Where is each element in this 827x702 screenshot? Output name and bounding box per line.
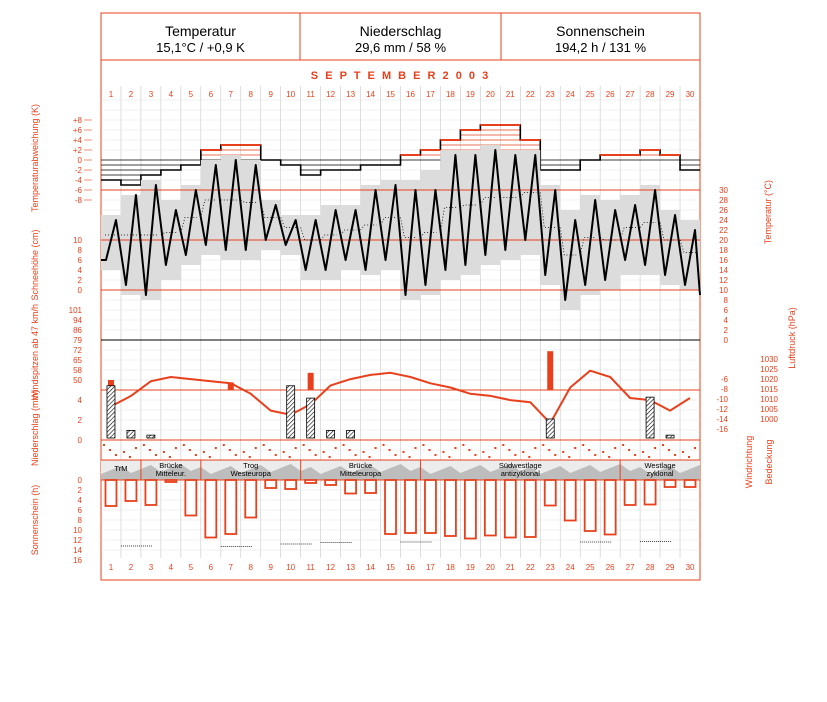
precip-bar [646, 397, 654, 438]
sunshine-bar [145, 480, 156, 505]
day-label-bottom: 9 [268, 563, 273, 572]
weather-type-label: Trog [243, 461, 259, 470]
sunshine-bar [505, 480, 516, 538]
day-label-bottom: 4 [168, 563, 174, 572]
wind-direction-dot [682, 451, 684, 453]
day-label-top: 28 [645, 90, 655, 99]
day-label-top: 7 [228, 90, 234, 99]
deviation-tick: -4 [74, 176, 82, 185]
wind-direction-dot [149, 449, 151, 451]
wind-direction-dot [434, 454, 436, 456]
deviation-tick: +6 [72, 126, 82, 135]
wind-direction-dot [482, 451, 484, 453]
wind-direction-dot [634, 454, 636, 456]
wind-direction-dot [263, 444, 265, 446]
deviation-tick: +8 [72, 116, 82, 125]
sunshine-bar [405, 480, 416, 533]
day-label-bottom: 18 [445, 563, 455, 572]
day-label-top: 4 [168, 90, 174, 99]
wind-direction-dot [542, 444, 544, 446]
snow-tick: 4 [77, 266, 82, 275]
pressure-tick: 1015 [760, 385, 778, 394]
right-label-cloud: Bedeckung [764, 439, 774, 485]
wind-direction-dot [642, 451, 644, 453]
day-label-top: 14 [366, 90, 376, 99]
wind-direction-dot [223, 444, 225, 446]
pressure-tick: 1010 [760, 395, 778, 404]
precip-tick: 0 [77, 436, 82, 445]
day-label-bottom: 7 [228, 563, 234, 572]
wind-direction-dot [169, 456, 171, 458]
wind-direction-dot [355, 454, 357, 456]
month-title: S E P T E M B E R 2 0 0 3 [310, 70, 491, 82]
sunshine-bar [445, 480, 456, 536]
wind-direction-dot [109, 449, 111, 451]
wind-direction-dot [203, 451, 205, 453]
day-label-bottom: 20 [485, 563, 495, 572]
sunshine-bar [625, 480, 636, 505]
sunshine-bar [345, 480, 356, 494]
weather-type-label: Mitteleur. [155, 469, 187, 478]
day-label-bottom: 26 [605, 563, 615, 572]
day-label-top: 2 [128, 90, 134, 99]
sunshine-bar [425, 480, 436, 533]
wind-direction-dot [488, 456, 490, 458]
sunshine-tick: 6 [77, 506, 82, 515]
weather-type-label: zyklonal [646, 469, 674, 478]
temperature-tick: 2 [723, 326, 728, 335]
deviation-tick: +4 [72, 136, 82, 145]
weather-type-label: Westlage [644, 461, 676, 470]
wind-direction-dot [522, 451, 524, 453]
wind-direction-dot [155, 454, 157, 456]
wind-direction-dot [383, 444, 385, 446]
wind-direction-dot [554, 454, 556, 456]
wind-direction-dot [329, 456, 331, 458]
wind-direction-dot [249, 456, 251, 458]
sunshine-bar [685, 480, 696, 487]
day-label-bottom: 30 [685, 563, 695, 572]
wind-direction-dot [243, 451, 245, 453]
day-label-bottom: 1 [108, 563, 114, 572]
day-label-top: 26 [605, 90, 615, 99]
sunshine-tick: 10 [73, 526, 82, 535]
deviation-tick: -8 [74, 196, 82, 205]
wind-direction-dot [323, 451, 325, 453]
pressure-tick: 1005 [760, 405, 778, 414]
sunshine-bar [305, 480, 316, 483]
temperature-tick: 28 [719, 196, 728, 205]
sunshine-bar [545, 480, 556, 506]
precip-bar [127, 430, 135, 438]
temperature-tick: 26 [719, 206, 728, 215]
precip-bar [307, 398, 315, 438]
snow-tick: 2 [77, 276, 82, 285]
day-label-bottom: 15 [386, 563, 395, 572]
wind-direction-dot [123, 451, 125, 453]
wind-direction-dot [235, 454, 237, 456]
temperature-tick: 6 [723, 306, 728, 315]
wind-direction-dot [494, 447, 496, 449]
wind-direction-dot [209, 456, 211, 458]
right-label-pressure: Luftdruck (hPa) [787, 307, 797, 369]
pressure-tick: 1025 [760, 365, 778, 374]
day-label-top: 1 [108, 90, 114, 99]
snow-tick: 10 [73, 236, 82, 245]
sunshine-bar [525, 480, 536, 537]
wind-direction-dot [409, 456, 411, 458]
temperature-tick: 20 [719, 236, 728, 245]
sunshine-bar [245, 480, 256, 518]
header-value-precipitation: 29,6 mm / 58 % [354, 40, 447, 55]
wind-direction-dot [428, 449, 430, 451]
weather-type-label: Brücke [348, 461, 373, 470]
sunshine-tick: 14 [73, 546, 82, 555]
day-label-bottom: 14 [366, 563, 376, 572]
day-label-top: 3 [148, 90, 154, 99]
day-label-top: 23 [545, 90, 555, 99]
wind-direction-dot [163, 451, 165, 453]
temperature-tick: 16 [719, 256, 728, 265]
sunshine-bar [645, 480, 656, 505]
temperature-tick: 24 [719, 216, 728, 225]
day-label-top: 16 [406, 90, 415, 99]
gust-tick: 94 [73, 316, 82, 325]
wind-direction-dot [309, 449, 311, 451]
sunshine-bar [185, 480, 196, 516]
wind-direction-dot [462, 444, 464, 446]
day-label-bottom: 8 [248, 563, 253, 572]
pressure-tick: 1020 [760, 375, 778, 384]
wind-direction-dot [568, 456, 570, 458]
sunshine-tick: 8 [77, 516, 82, 525]
wind-direction-dot [448, 456, 450, 458]
sunshine-bar [325, 480, 336, 485]
day-label-top: 18 [445, 90, 455, 99]
wind-direction-dot [175, 447, 177, 449]
gust-bar [228, 382, 234, 390]
deviation-tick: -6 [74, 186, 82, 195]
sunshine-bar [585, 480, 596, 531]
precip-bar [147, 435, 155, 438]
wind-direction-dot [668, 449, 670, 451]
sunshine-bar [565, 480, 576, 521]
wind-direction-dot [303, 444, 305, 446]
weather-type-label: Mitteleuropa [339, 469, 382, 478]
precip-bar [666, 435, 674, 438]
deviation-bar [121, 165, 141, 185]
wind-direction-dot [534, 447, 536, 449]
weather-type-label: Westeuropa [230, 469, 271, 478]
day-label-top: 5 [188, 90, 194, 99]
deviation-bar [301, 165, 321, 175]
sunshine-bar [365, 480, 376, 493]
day-label-top: 29 [665, 90, 675, 99]
wind-direction-dot [275, 454, 277, 456]
temperature-tick: 18 [719, 246, 728, 255]
sunshine-bar [465, 480, 476, 539]
day-label-bottom: 13 [346, 563, 356, 572]
day-label-top: 21 [505, 90, 515, 99]
snow-tick: 8 [77, 246, 82, 255]
gust-tick: 65 [73, 356, 82, 365]
wind-direction-dot [548, 449, 550, 451]
wind-direction-dot [283, 451, 285, 453]
day-label-bottom: 23 [545, 563, 555, 572]
wind-direction-dot [343, 444, 345, 446]
header-value-temperature: 15,1°C / +0,9 K [156, 40, 245, 55]
precip-bar [287, 386, 295, 438]
day-label-bottom: 12 [326, 563, 336, 572]
deviation-bar [241, 145, 261, 155]
precip-bar [107, 386, 115, 438]
weather-type-label: antizyklonal [500, 469, 540, 478]
wind-direction-dot [502, 444, 504, 446]
temperature-tick: 22 [719, 226, 728, 235]
wind-direction-dot [183, 444, 185, 446]
wind-direction-dot [255, 447, 257, 449]
wind-direction-dot [508, 449, 510, 451]
snow-tick: 6 [77, 256, 82, 265]
wind-direction-dot [363, 451, 365, 453]
left-label-deviation: Temperaturabweichung (K) [30, 103, 40, 213]
wind-direction-dot [403, 451, 405, 453]
day-label-bottom: 22 [525, 563, 535, 572]
sunshine-tick: 12 [73, 536, 82, 545]
day-label-bottom: 3 [148, 563, 154, 572]
day-label-bottom: 16 [406, 563, 415, 572]
wind-direction-dot [335, 447, 337, 449]
wind-direction-dot [289, 456, 291, 458]
wind-direction-dot [195, 454, 197, 456]
sunshine-bar [665, 480, 676, 487]
wind-direction-dot [628, 449, 630, 451]
day-label-bottom: 19 [465, 563, 475, 572]
wind-direction-dot [375, 447, 377, 449]
day-label-top: 20 [485, 90, 495, 99]
wind-direction-dot [454, 447, 456, 449]
sunshine-bar [485, 480, 496, 536]
day-label-top: 24 [565, 90, 575, 99]
pressure-tick: 1000 [760, 415, 778, 424]
day-label-top: 15 [386, 90, 395, 99]
wind-direction-dot [395, 454, 397, 456]
temperature-tick: 4 [723, 316, 728, 325]
wind-direction-dot [143, 444, 145, 446]
header-value-sunshine: 194,2 h / 131 % [554, 40, 647, 55]
day-label-top: 11 [306, 90, 315, 99]
day-label-bottom: 17 [425, 563, 435, 572]
day-label-top: 12 [326, 90, 336, 99]
right-minus-tick: -12 [716, 405, 728, 414]
precip-tick: 4 [77, 396, 82, 405]
wind-direction-dot [468, 449, 470, 451]
day-label-top: 9 [268, 90, 273, 99]
right-minus-tick: -10 [716, 395, 728, 404]
deviation-tick: +2 [72, 146, 82, 155]
weather-type-label: TrM [114, 464, 128, 473]
wind-direction-dot [349, 449, 351, 451]
gust-tick: 101 [68, 306, 82, 315]
wind-direction-dot [574, 447, 576, 449]
sunshine-bar [285, 480, 296, 489]
sunshine-bar [125, 480, 136, 501]
gust-bar [308, 373, 314, 390]
day-label-bottom: 29 [665, 563, 675, 572]
day-label-bottom: 27 [625, 563, 635, 572]
temperature-tick: 30 [719, 186, 728, 195]
wind-direction-dot [562, 451, 564, 453]
day-label-bottom: 28 [645, 563, 655, 572]
header-title-precipitation: Niederschlag [359, 23, 442, 39]
gust-bar [547, 351, 553, 390]
header-title-sunshine: Sonnenschein [556, 23, 645, 39]
wind-direction-dot [588, 449, 590, 451]
day-label-bottom: 5 [188, 563, 194, 572]
wind-direction-dot [602, 451, 604, 453]
sunshine-bar [605, 480, 616, 535]
sunshine-tick: 0 [77, 476, 82, 485]
precip-bar [347, 430, 355, 438]
temperature-tick: 8 [723, 296, 728, 305]
wind-direction-dot [215, 447, 217, 449]
day-label-top: 19 [465, 90, 475, 99]
wind-direction-dot [662, 444, 664, 446]
day-label-top: 8 [248, 90, 253, 99]
wind-direction-dot [474, 454, 476, 456]
sunshine-bar [205, 480, 216, 538]
precip-bar [546, 419, 554, 438]
wind-direction-dot [674, 454, 676, 456]
gust-tick: 86 [73, 326, 82, 335]
sunshine-tick: 4 [77, 496, 82, 505]
day-label-top: 25 [585, 90, 595, 99]
right-label-winddir: Windrichtung [744, 435, 754, 489]
deviation-bar [221, 145, 241, 155]
right-minus-tick: -16 [716, 425, 728, 434]
left-label-precip: Niederschlag (mm) [30, 389, 40, 467]
day-label-top: 22 [525, 90, 535, 99]
wind-direction-dot [229, 449, 231, 451]
day-label-top: 6 [208, 90, 214, 99]
sunshine-bar [385, 480, 396, 534]
left-label-gusts: Windspitzen ab 47 km/h [30, 303, 40, 401]
wind-direction-dot [648, 456, 650, 458]
gust-tick: 79 [73, 336, 82, 345]
wind-direction-dot [582, 444, 584, 446]
wind-direction-dot [608, 456, 610, 458]
weather-type-label: Südwestlage [498, 461, 542, 470]
wind-direction-dot [422, 444, 424, 446]
wind-direction-dot [688, 456, 690, 458]
gust-tick: 50 [73, 376, 82, 385]
sunshine-bar [165, 480, 176, 482]
day-label-bottom: 24 [565, 563, 575, 572]
temperature-tick: 10 [719, 286, 728, 295]
sunshine-bar [265, 480, 276, 488]
day-label-top: 27 [625, 90, 635, 99]
precip-tick: 2 [77, 416, 82, 425]
deviation-tick: -2 [74, 166, 82, 175]
day-label-top: 13 [346, 90, 356, 99]
day-label-bottom: 21 [505, 563, 515, 572]
weather-type-label: Brücke [159, 461, 183, 470]
right-minus-tick: -14 [716, 415, 728, 424]
wind-direction-dot [694, 447, 696, 449]
sunshine-tick: 2 [77, 486, 82, 495]
sunshine-tick: 16 [73, 556, 82, 565]
wind-direction-dot [295, 447, 297, 449]
right-minus-tick: -8 [720, 385, 728, 394]
wind-direction-dot [189, 449, 191, 451]
temperature-tick: 14 [719, 266, 728, 275]
wind-direction-dot [103, 444, 105, 446]
day-label-top: 30 [685, 90, 695, 99]
snow-tick: 0 [77, 286, 82, 295]
wind-direction-dot [415, 447, 417, 449]
right-label-temperature: Temperatur (°C) [763, 179, 773, 245]
pressure-tick: 1030 [760, 355, 778, 364]
wind-direction-dot [315, 454, 317, 456]
precip-bar [327, 430, 335, 438]
wind-direction-dot [614, 447, 616, 449]
wind-direction-dot [442, 451, 444, 453]
header-title-temperature: Temperatur [165, 23, 236, 39]
left-label-snow: Schneehöhe (cm) [30, 229, 40, 301]
wind-direction-dot [528, 456, 530, 458]
day-label-bottom: 6 [208, 563, 214, 572]
wind-direction-dot [115, 454, 117, 456]
wind-direction-dot [369, 456, 371, 458]
wind-direction-dot [654, 447, 656, 449]
day-label-bottom: 10 [286, 563, 296, 572]
deviation-bar [141, 165, 161, 175]
day-label-bottom: 11 [306, 563, 315, 572]
wind-direction-dot [389, 449, 391, 451]
wind-direction-dot [594, 454, 596, 456]
day-label-top: 17 [425, 90, 435, 99]
wind-direction-dot [269, 449, 271, 451]
day-label-bottom: 25 [585, 563, 595, 572]
gust-tick: 58 [73, 366, 82, 375]
left-label-sunshine: Sonnenschein (h) [30, 484, 40, 556]
sunshine-bar [225, 480, 236, 534]
wind-direction-dot [135, 447, 137, 449]
right-minus-tick: -6 [720, 375, 728, 384]
gust-tick: 72 [73, 346, 82, 355]
sunshine-bar [105, 480, 116, 506]
day-label-bottom: 2 [128, 563, 134, 572]
wind-direction-dot [622, 444, 624, 446]
wind-direction-dot [129, 456, 131, 458]
deviation-bar [101, 165, 121, 180]
temperature-tick: 0 [723, 336, 728, 345]
deviation-tick: 0 [77, 156, 82, 165]
wind-direction-dot [514, 454, 516, 456]
temperature-tick: 12 [719, 276, 728, 285]
day-label-top: 10 [286, 90, 296, 99]
